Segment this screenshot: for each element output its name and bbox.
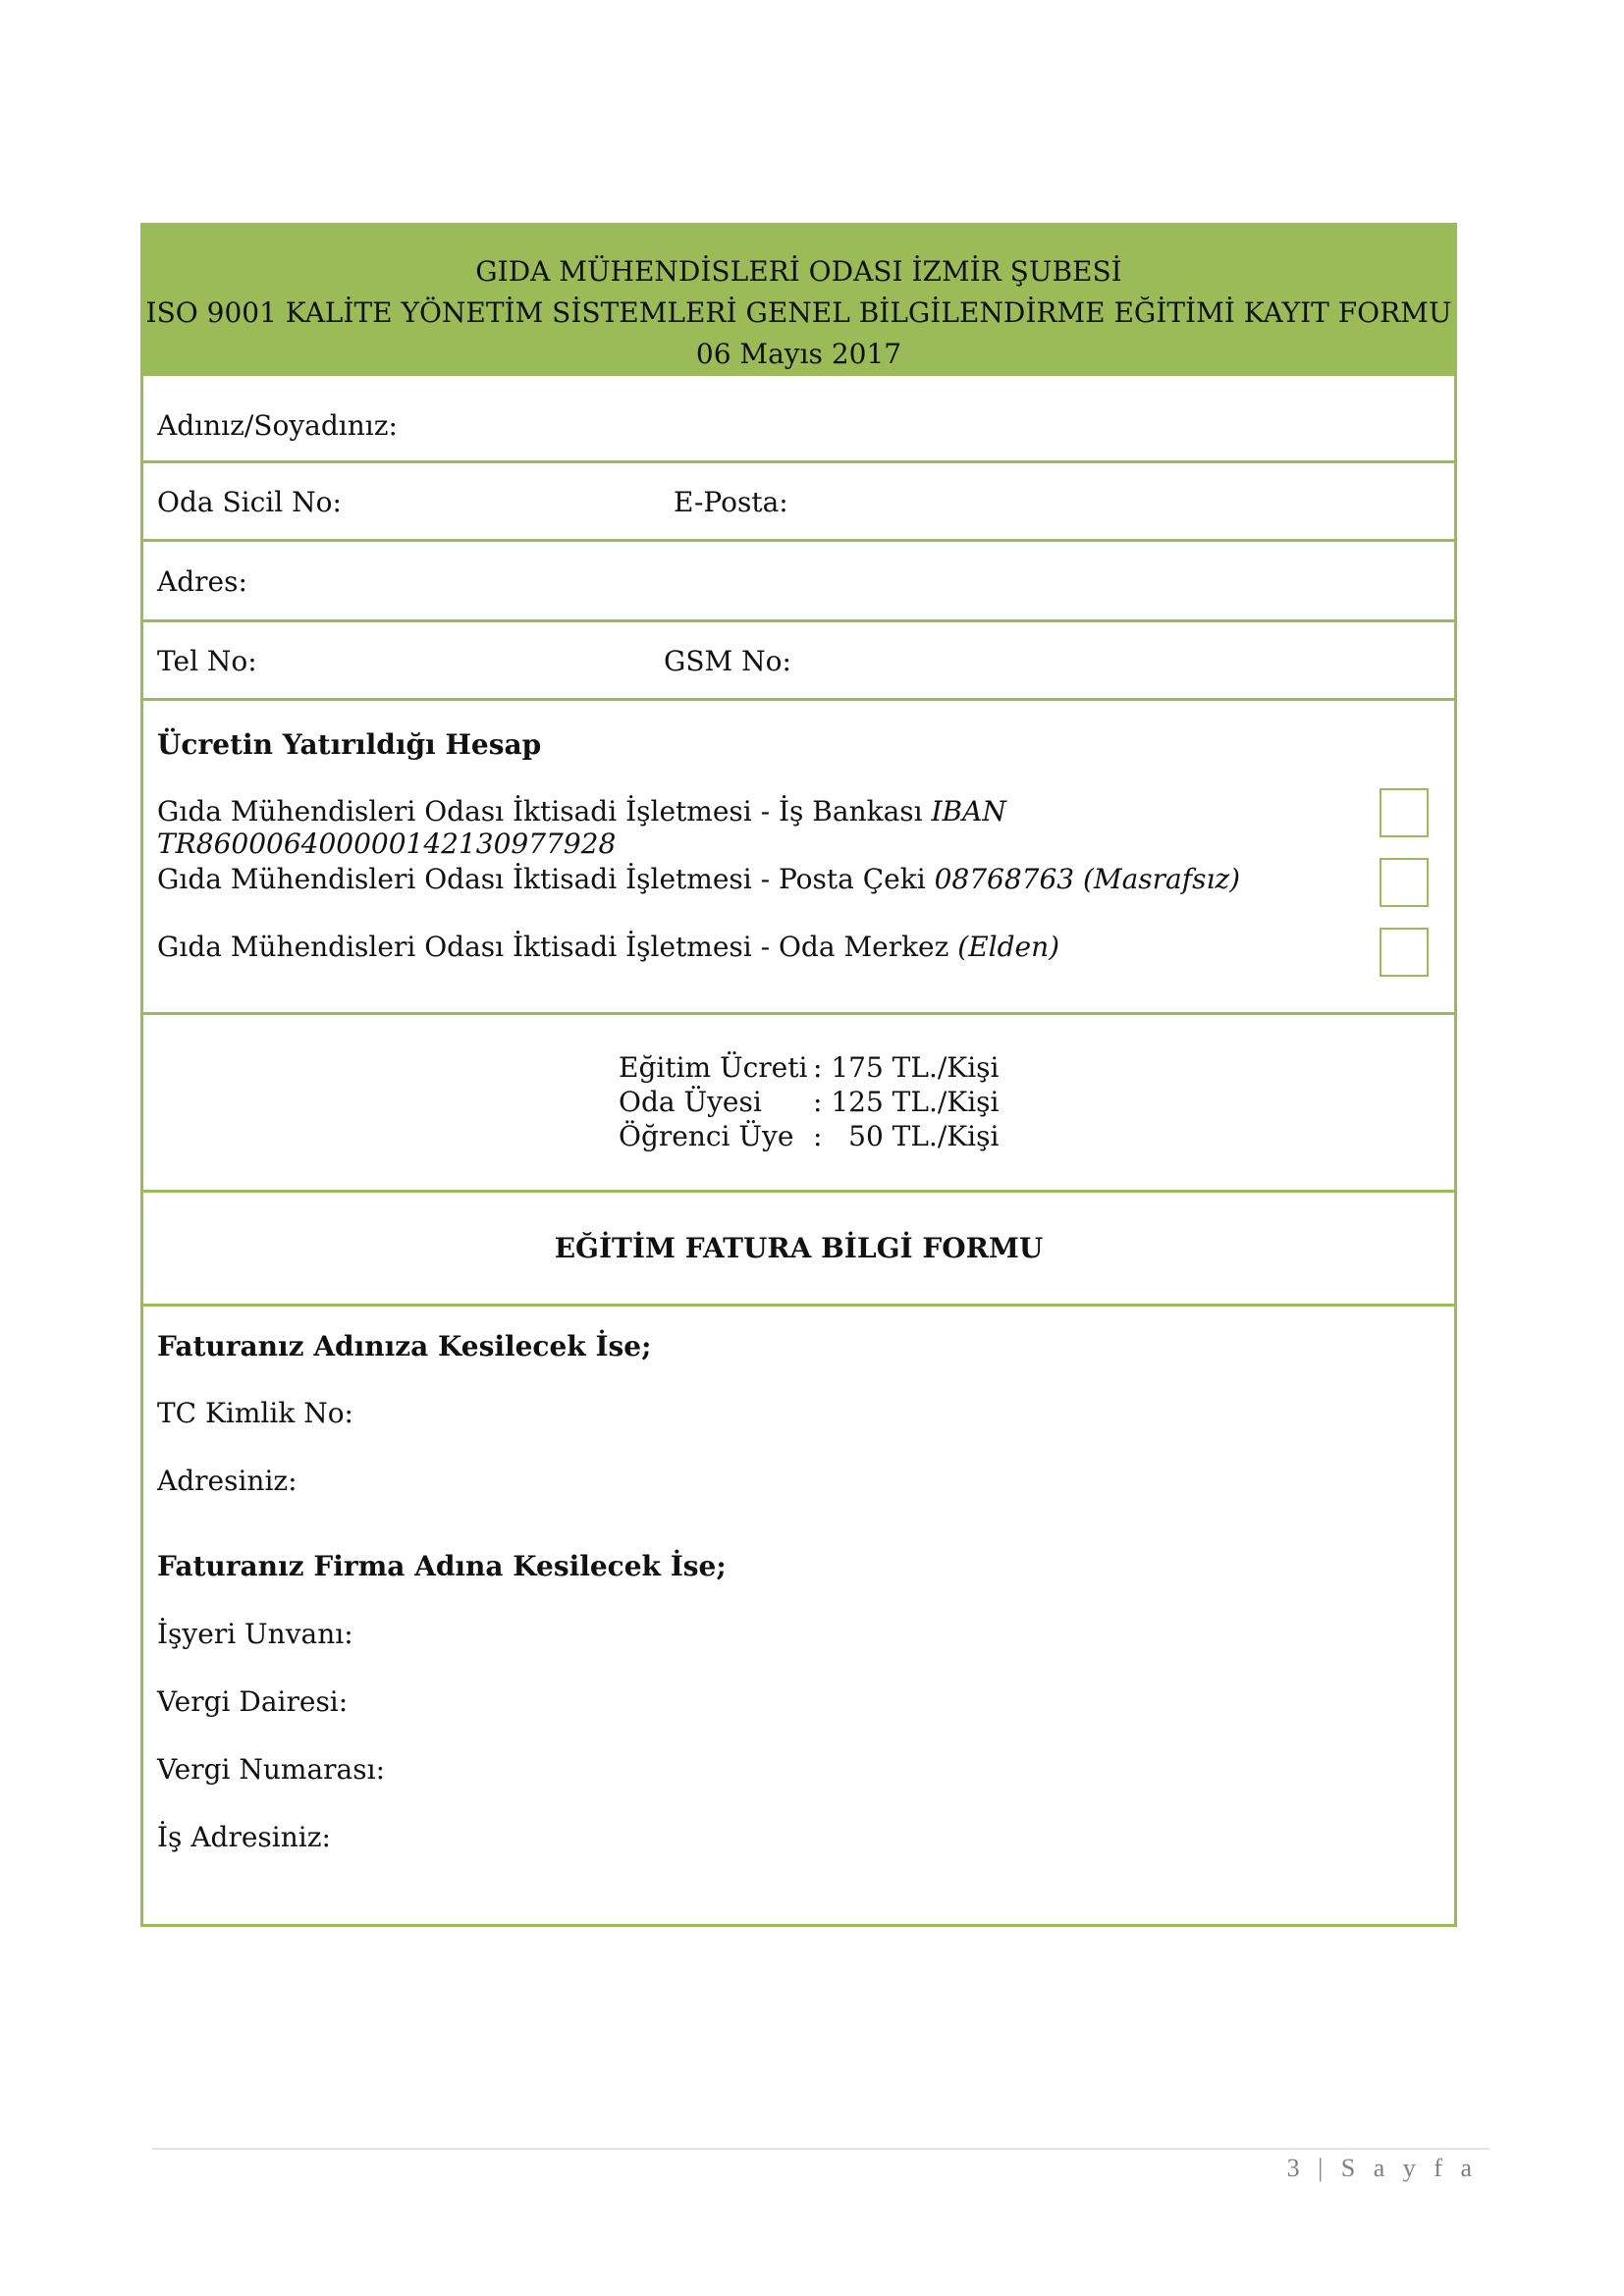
- payment-option-posta-ceki: [157, 863, 1240, 895]
- invoice-company-title: Faturanız Firma Adına Kesilecek İse;: [157, 1550, 727, 1582]
- vergi-numarasi-label[interactable]: Vergi Numarası:: [157, 1753, 385, 1786]
- header-organization: GIDA MÜHENDİSLERİ ODASI İZMİR ŞUBESİ: [475, 255, 1122, 288]
- payment-checkbox-posta-ceki[interactable]: [1380, 858, 1429, 907]
- header-form-title: ISO 9001 KALİTE YÖNETİM SİSTEMLERİ GENEL BİLGİLENDİRME EĞİTİMİ KAYIT FORMU: [145, 296, 1452, 329]
- payment-account-section: [143, 698, 1454, 1012]
- adres-label: Adres:: [157, 565, 247, 598]
- footer-divider: [152, 2148, 1489, 2150]
- page-number: 3 | S a y f a: [1286, 2154, 1478, 2182]
- fee-row: [619, 1085, 999, 1119]
- name-label: Adınız/Soyadınız:: [157, 409, 398, 442]
- payment-option-detail: IBAN TR860006400000142130977928: [157, 795, 1006, 860]
- fee-label: Öğrenci Üye: [619, 1120, 794, 1152]
- fee-value: : 50 TL./Kişi: [813, 1120, 1000, 1152]
- registration-form: [140, 223, 1457, 1927]
- payment-option-text: Gıda Mühendisleri Odası İktisadi İşletmesi - Posta Çeki: [157, 863, 935, 895]
- email-label: E-Posta:: [674, 486, 788, 518]
- payment-option-text: Gıda Mühendisleri Odası İktisadi İşletmesi - Oda Merkez: [157, 931, 958, 963]
- tel-gsm-row[interactable]: [143, 619, 1454, 698]
- header-date: 06 Mayıs 2017: [695, 338, 902, 370]
- payment-checkbox-oda-merkez[interactable]: [1380, 928, 1429, 977]
- payment-option-text: Gıda Mühendisleri Odası İktisadi İşletmesi - İş Bankası: [157, 795, 932, 828]
- name-row[interactable]: [143, 373, 1454, 460]
- isyeri-unvani-label[interactable]: İşyeri Unvanı:: [157, 1618, 353, 1650]
- fee-label: Oda Üyesi: [619, 1086, 762, 1118]
- oda-sicil-label: Oda Sicil No:: [157, 486, 342, 518]
- tc-kimlik-label[interactable]: TC Kimlik No:: [157, 1397, 353, 1429]
- invoice-personal-title: Faturanız Adınıza Kesilecek İse;: [157, 1330, 652, 1362]
- fees-section: [143, 1012, 1454, 1190]
- fee-row: [619, 1119, 999, 1153]
- fee-list: [619, 1050, 999, 1153]
- gsm-label: GSM No:: [664, 645, 791, 677]
- tel-label: Tel No:: [157, 645, 257, 677]
- payment-option-detail: (Elden): [957, 931, 1060, 963]
- fee-row: [619, 1050, 999, 1085]
- invoice-title: EĞİTİM FATURA BİLGİ FORMU: [554, 1232, 1044, 1264]
- fee-value: : 175 TL./Kişi: [813, 1051, 1000, 1084]
- is-adresiniz-label[interactable]: İş Adresiniz:: [157, 1821, 331, 1853]
- invoice-section: [143, 1304, 1454, 1924]
- oda-email-row[interactable]: [143, 460, 1454, 539]
- fee-label: Eğitim Ücreti: [619, 1051, 808, 1084]
- payment-title: Ücretin Yatırıldığı Hesap: [157, 728, 542, 761]
- fee-value: : 125 TL./Kişi: [813, 1086, 1000, 1118]
- payment-option-oda-merkez: [157, 931, 1059, 963]
- payment-option-isbank: [157, 795, 1454, 860]
- invoice-title-row: [143, 1190, 1454, 1304]
- payment-option-detail: 08768763 (Masrafsız): [934, 863, 1241, 895]
- adresiniz-label[interactable]: Adresiniz:: [157, 1465, 298, 1497]
- vergi-dairesi-label[interactable]: Vergi Dairesi:: [157, 1685, 349, 1718]
- adres-row[interactable]: [143, 539, 1454, 619]
- payment-checkbox-isbank[interactable]: [1380, 788, 1429, 837]
- form-header: [143, 226, 1454, 373]
